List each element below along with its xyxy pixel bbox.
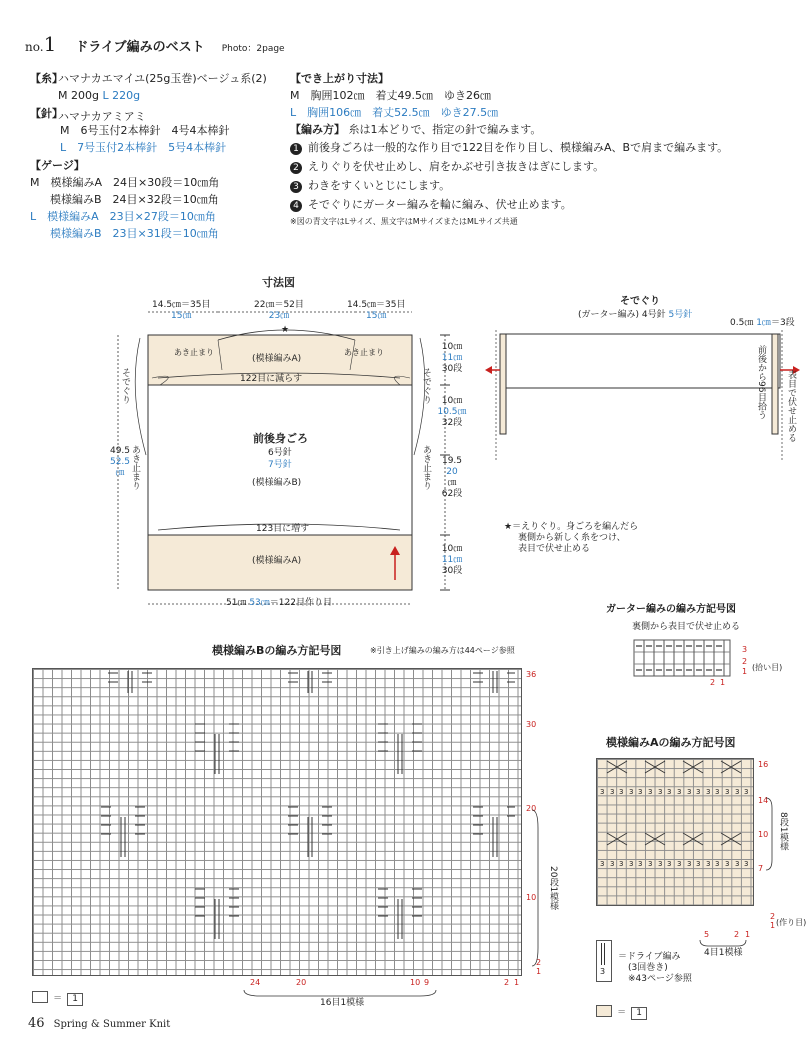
gauge-m-a: M 模様編みA 24目×30段＝10㎝角 (30, 176, 220, 189)
left-armhole-label: そでぐり (120, 368, 130, 404)
svg-text:3: 3 (638, 788, 643, 796)
svg-text:3: 3 (744, 860, 749, 868)
yarn-m: M 200g (58, 89, 99, 102)
chart-b-col-24: 24 (250, 978, 261, 987)
needle-l: L 7号玉付2本棒針 5号4本棒針 (60, 141, 227, 154)
gauge-heading: 【ゲージ】 (30, 159, 85, 172)
svg-text:3: 3 (696, 860, 701, 868)
step-text: わきをすくいとじにします。 (308, 179, 451, 192)
svg-text:3: 3 (667, 788, 672, 796)
total-height-l: 52.5 (109, 457, 131, 467)
chart-b-row-30: 30 (526, 720, 537, 729)
yarn-line: ハマナカエマイユ(25g玉巻)ベージュ系(2) (58, 72, 267, 85)
step-number: 2 (290, 162, 302, 174)
svg-text:3: 3 (667, 860, 672, 868)
method-intro: 糸は1本どりで、指定の針で編みます。 (348, 123, 542, 136)
chart-b-col-1: 1 (514, 978, 520, 987)
chart-a-vert-bracket (764, 796, 776, 872)
chart-a-row-7: 7 (758, 864, 764, 873)
finished-m: M 胸囲102㎝ 着丈49.5㎝ ゆき26㎝ (290, 89, 491, 102)
increase-note: 123目に増す (256, 524, 310, 534)
chart-a-row-14: 14 (758, 796, 769, 805)
finished-block (290, 72, 790, 227)
needle-heading: 【針】 (30, 107, 63, 120)
chart-b-row-2: 2 (536, 958, 542, 967)
svg-text:3: 3 (735, 788, 740, 796)
armhole-diagram (482, 320, 800, 470)
footer (28, 1012, 170, 1031)
legend-square-beige (596, 1005, 612, 1017)
needle-m: M 6号玉付2本棒針 4号4本棒針 (60, 124, 230, 137)
dim-top-right-l: 15㎝ (366, 311, 387, 321)
svg-text:3: 3 (600, 788, 605, 796)
materials-block (30, 72, 285, 241)
svg-text:3: 3 (610, 860, 615, 868)
step-number: 3 (290, 181, 302, 193)
step-text: 前後身ごろは一般的な作り目で122目を作り目し、模様編みA、Bで肩まで編みます。 (308, 141, 729, 154)
garter-col-1: 1 (720, 678, 726, 687)
chart-a-repeat-v: 8段1模様 (778, 812, 788, 851)
svg-text:3: 3 (687, 788, 692, 796)
svg-text:3: 3 (638, 860, 643, 868)
chart-a-row-10: 10 (758, 830, 769, 839)
decrease-note: 122目に減らす (240, 374, 303, 384)
svg-text:3: 3 (619, 860, 624, 868)
chart-a-row-1: 1 (770, 921, 776, 930)
chart-b-repeat-h: 16目1模様 (320, 998, 365, 1008)
armhole-title: そでぐり (620, 296, 660, 307)
svg-text:3: 3 (648, 788, 653, 796)
chart-b-grid (32, 668, 522, 976)
armhole-sub: (ガーター編み) 4号針 5号針 (578, 310, 693, 320)
yarn-heading: 【糸】 (30, 72, 63, 85)
chart-b-legend: ＝ 1 (32, 986, 83, 1006)
collar-note: ★＝えりぐり。身ごろを編んだら 裏側から新しく糸をつけ、 表目で伏せ止める (504, 522, 639, 554)
svg-text:3: 3 (744, 788, 749, 796)
dim-top-mid-l: 23㎝ (268, 311, 290, 321)
chart-b-vert-bracket (530, 808, 544, 968)
pattern-number-prefix: no. (25, 40, 44, 54)
drive-symbol (596, 940, 612, 982)
yarn-l: L 220g (102, 89, 141, 102)
method-heading: 【編み方】 (290, 123, 345, 136)
chart-b-col-9: 9 (424, 978, 430, 987)
step-text: そでぐりにガーター編みを輪に編み、伏せ止めます。 (308, 198, 572, 211)
legend-symbol: 1 (631, 1007, 647, 1020)
pattern-number: 1 (43, 32, 57, 56)
finished-heading: 【でき上がり寸法】 (290, 72, 389, 85)
footer-text: Spring & Summer Knit (53, 1019, 171, 1030)
chart-a-row-2: 2 (770, 912, 776, 921)
size-note: ※図の青文字はLサイズ、黒文字はMサイズまたはMLサイズ共通 (290, 217, 518, 226)
finished-l: L 胸囲106㎝ 着丈52.5㎝ ゆき27.5㎝ (290, 106, 499, 119)
body-needle-l: 7号針 (268, 460, 292, 470)
body-needle-m: 6号針 (268, 448, 292, 458)
chart-a-legend: ＝ 1 (596, 1000, 647, 1020)
svg-text:3: 3 (706, 788, 711, 796)
bottom-dim: 51㎝ 53㎝＝122目作り目 (226, 598, 332, 608)
chart-b-title: 模様編みBの編み方記号図 (212, 644, 342, 657)
chart-b-row-20: 20 (526, 804, 537, 813)
garter-col-2: 2 (710, 678, 716, 687)
chart-a-title: 模様編みAの編み方記号図 (606, 736, 736, 749)
svg-text:3: 3 (715, 860, 720, 868)
svg-text:3: 3 (658, 788, 663, 796)
total-height: 49.5 52.5 ㎝ (109, 446, 131, 478)
chart-a-grid (596, 758, 754, 906)
chart-a-make: (作り目) (776, 918, 806, 927)
svg-text:3: 3 (735, 860, 740, 868)
right-dim-3: 19.5 20 ㎝ 62段 (441, 456, 463, 499)
chart-a-col-2: 2 (734, 930, 740, 939)
gauge-l-b: 模様編みB 23目×31段＝10㎝角 (50, 227, 219, 240)
pattern-a-top: (模様編みA) (252, 354, 302, 364)
dim-top-mid: 22㎝＝52目 23㎝ (254, 300, 304, 321)
svg-text:★: ★ (281, 325, 290, 335)
aki-left: あき止まり (174, 348, 214, 357)
svg-text:3: 3 (696, 788, 701, 796)
garter-sub: 裏側から表目で伏せ止める (632, 622, 741, 632)
step-number: 1 (290, 143, 302, 155)
garter-pick: (拾い目) (752, 663, 783, 672)
svg-text:3: 3 (600, 860, 605, 868)
page-number: 46 (28, 1016, 45, 1031)
svg-text:3: 3 (725, 788, 730, 796)
step-text: えりぐりを伏せ止めし、肩をかぶせ引き抜きはぎにします。 (308, 160, 605, 173)
chart-b-row-36: 36 (526, 670, 537, 679)
svg-text:3: 3 (648, 860, 653, 868)
dim-top-left-l: 15㎝ (171, 311, 192, 321)
pattern-a-bottom: (模様編みA) (252, 556, 302, 566)
chart-b-col-2: 2 (504, 978, 510, 987)
pattern-title: ドライブ編みのベスト (75, 40, 205, 55)
garter-title: ガーター編みの編み方記号図 (606, 604, 736, 615)
dim-top-right: 14.5㎝＝35目 15㎝ (347, 300, 406, 321)
pattern-b-body: (模様編みB) (252, 478, 302, 488)
svg-text:3: 3 (715, 788, 720, 796)
legend-square (32, 991, 48, 1003)
chart-a-row-16: 16 (758, 760, 769, 769)
gauge-m-b: 模様編みB 24目×32段＝10㎝角 (50, 193, 219, 206)
bottom-dim-l: 53㎝ (249, 598, 270, 608)
schematic-title: 寸法図 (262, 276, 295, 289)
right-armhole-label: そでぐり (421, 368, 431, 404)
garter-grid (634, 640, 730, 676)
page-header (25, 32, 285, 56)
svg-text:3: 3 (619, 788, 624, 796)
armhole-pick: 前後から96目拾う (756, 345, 766, 420)
chart-b-row-1: 1 (536, 967, 542, 976)
svg-text:3: 3 (725, 860, 730, 868)
step-number: 4 (290, 200, 302, 212)
svg-text:3: 3 (658, 860, 663, 868)
svg-text:3: 3 (629, 860, 634, 868)
garter-row-2: 2 (742, 657, 748, 666)
chart-b-repeat-v: 20段1模様 (548, 866, 558, 911)
armhole-width: 0.5㎝ 1㎝＝3段 (730, 318, 795, 328)
svg-text:3: 3 (629, 788, 634, 796)
svg-text:3: 3 (677, 860, 682, 868)
right-aki-label: あき止まり (421, 445, 431, 490)
gauge-l-a: L 模様編みA 23目×27段＝10㎝角 (30, 210, 216, 223)
body-title: 前後身ごろ (253, 432, 308, 445)
chart-b-row-10: 10 (526, 893, 537, 902)
dim-top-left: 14.5㎝＝35目 15㎝ (152, 300, 211, 321)
svg-text:3: 3 (706, 860, 711, 868)
chart-b-col-10: 10 (410, 978, 421, 987)
drive-legend: ＝ドライブ編み (3回巻き) ※43ページ参照 (618, 952, 692, 984)
chart-b-note: ※引き上げ編みの編み方は44ページ参照 (370, 646, 515, 655)
svg-text:3: 3 (687, 860, 692, 868)
left-aki-label: あき止まり (130, 445, 140, 490)
aki-right: あき止まり (344, 348, 384, 357)
chart-a-col-5: 5 (704, 930, 710, 939)
right-dim-1: 10㎝ 11㎝ 30段 (441, 342, 463, 374)
right-dim-2: 10㎝ 10.5㎝ 32段 (437, 396, 467, 428)
garter-row-3: 3 (742, 645, 748, 654)
photo-ref: Photo：2page (221, 44, 285, 54)
right-dim-4: 10㎝ 11㎝ 30段 (441, 544, 463, 576)
chart-a-col-1: 1 (745, 930, 751, 939)
needle-line: ハマナカアミアミ (58, 110, 146, 123)
legend-symbol: 1 (67, 993, 83, 1006)
garter-row-1: 1 (742, 667, 748, 676)
drive-num: 3 (600, 967, 606, 976)
svg-text:3: 3 (610, 788, 615, 796)
svg-text:3: 3 (677, 788, 682, 796)
armhole-bindoff: 表目で伏せ止める (786, 370, 796, 442)
chart-a-repeat-h: 4目1模様 (704, 948, 743, 958)
chart-b-col-20: 20 (296, 978, 307, 987)
